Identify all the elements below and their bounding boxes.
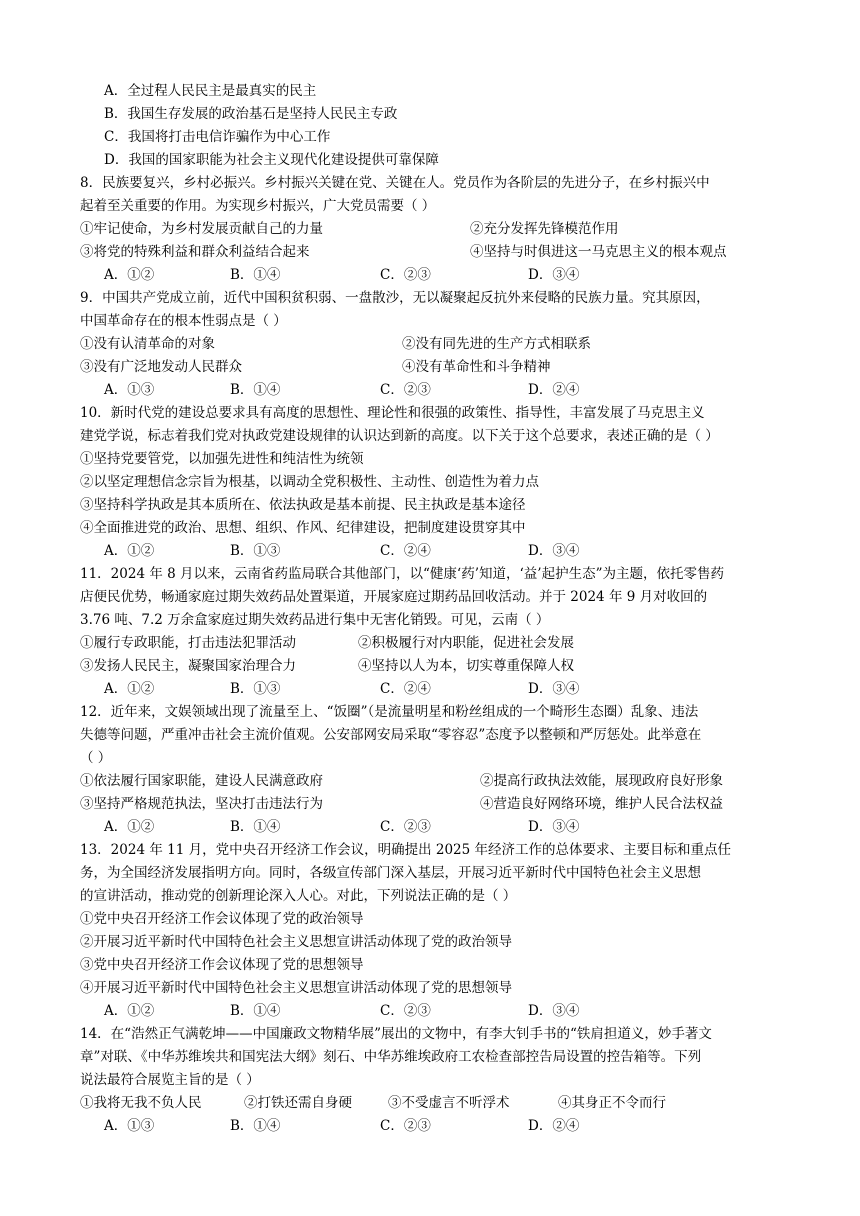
q7-option-b: B．我国生存发展的政治基石是坚持人民民主专政 — [104, 106, 398, 122]
q13-item-3: ③党中央召开经济工作会议体现了党的思想领导 — [80, 957, 364, 973]
q14-stem-line-2: 章”对联、《中华苏维埃共和国宪法大纲》刻石、中华苏维埃政府工农检查部控告局设置的控告箱等。下列 — [80, 1049, 702, 1065]
q9-choice-b: B．①④ — [230, 382, 281, 398]
q11-choice-b: B．①③ — [230, 681, 281, 697]
q12-choice-a: A．①② — [104, 819, 155, 835]
q9-item-4: ④没有革命性和斗争精神 — [402, 359, 551, 375]
q7-option-d: D．我国的国家职能为社会主义现代化建设提供可靠保障 — [104, 152, 439, 168]
q11-item-2: ②积极履行对内职能，促进社会发展 — [358, 635, 574, 651]
q12-stem-line-3: （ ） — [80, 750, 112, 766]
q11-choice-d: D．③④ — [528, 681, 580, 697]
q8-choice-d: D．③④ — [528, 267, 580, 283]
q8-item-3: ③将党的特殊利益和群众利益结合起来 — [80, 244, 310, 260]
q10-item-3: ③坚持科学执政是其本质所在、依法执政是基本前提、民主执政是基本途径 — [80, 497, 526, 513]
q13-stem-line-2: 务，为全国经济发展指明方向。同时，各级宣传部门深入基层，开展习近平新时代中国特色社会主义思想 — [80, 865, 701, 881]
q10-choice-d: D．③④ — [528, 543, 580, 559]
q8-stem-line-1: 8．民族要复兴，乡村必振兴。乡村振兴关键在党、关键在人。党员作为各阶层的先进分子，在乡村振兴中 — [80, 175, 710, 191]
q12-choice-d: D．③④ — [528, 819, 580, 835]
q13-stem-line-3: 的宣讲活动，推动党的创新理论深入人心。对此，下列说法正确的是（ ） — [80, 888, 517, 904]
q8-stem-line-2: 起着至关重要的作用。为实现乡村振兴，广大党员需要（ ） — [80, 198, 436, 214]
q10-item-2: ②以坚定理想信念宗旨为根基，以调动全党积极性、主动性、创造性为着力点 — [80, 474, 539, 490]
q7-option-a: A．全过程人民民主是最真实的民主 — [104, 83, 317, 99]
q14-item-2: ②打铁还需自身硬 — [244, 1095, 352, 1111]
q8-choice-b: B．①④ — [230, 267, 281, 283]
q12-choice-b: B．①④ — [230, 819, 281, 835]
q8-item-4: ④坚持与时俱进这一马克思主义的根本观点 — [470, 244, 727, 260]
q14-choice-d: D．②④ — [528, 1118, 580, 1134]
q11-stem-line-1: 11．2024 年 8 月以来，云南省药监局联合其他部门，以“健康‘药’知道，‘益’起护生态”为主题，依托零售药 — [80, 566, 724, 582]
q11-choice-c: C．②④ — [380, 681, 431, 697]
q12-stem-line-1: 12．近年来，文娱领域出现了流量至上、“饭圈”（是流量明星和粉丝组成的一个畸形生态圈）乱象、违法 — [80, 704, 699, 720]
q9-choice-d: D．②④ — [528, 382, 580, 398]
q11-stem-line-3: 3.76 吨、7.2 万余盒家庭过期失效药品进行集中无害化销毁。可见，云南（ ） — [80, 612, 550, 628]
q13-choice-c: C．②③ — [380, 1003, 431, 1019]
q10-choice-b: B．①③ — [230, 543, 281, 559]
q13-item-4: ④开展习近平新时代中国特色社会主义思想宣讲活动体现了党的思想领导 — [80, 980, 512, 996]
q9-item-3: ③没有广泛地发动人民群众 — [80, 359, 242, 375]
q12-item-3: ③坚持严格规范执法，坚决打击违法行为 — [80, 796, 323, 812]
q10-item-1: ①坚持党要管党，以加强先进性和纯洁性为统领 — [80, 451, 364, 467]
q8-choice-c: C．②③ — [380, 267, 431, 283]
q9-choice-a: A．①③ — [104, 382, 155, 398]
q10-item-4: ④全面推进党的政治、思想、组织、作风、纪律建设，把制度建设贯穿其中 — [80, 520, 526, 536]
q10-choice-c: C．②④ — [380, 543, 431, 559]
q12-item-4: ④营造良好网络环境，维护人民合法权益 — [480, 796, 723, 812]
q8-choice-a: A．①② — [104, 267, 155, 283]
q9-item-2: ②没有同先进的生产方式相联系 — [402, 336, 591, 352]
q14-choice-c: C．②③ — [380, 1118, 431, 1134]
q12-stem-line-2: 失德等问题，严重冲击社会主流价值观。公安部网安局采取“零容忍”态度予以整顿和严厉惩处。此举意在 — [80, 727, 702, 743]
q12-item-1: ①依法履行国家职能，建设人民满意政府 — [80, 773, 323, 789]
q13-item-1: ①党中央召开经济工作会议体现了党的政治领导 — [80, 911, 364, 927]
q9-choice-c: C．②③ — [380, 382, 431, 398]
q11-item-4: ④坚持以人为本，切实尊重保障人权 — [358, 658, 574, 674]
q14-item-3: ③不受虚言不听浮术 — [388, 1095, 510, 1111]
q14-choice-b: B．①④ — [230, 1118, 281, 1134]
q11-stem-line-2: 店便民优势，畅通家庭过期失效药品处置渠道，开展家庭过期药品回收活动。并于 2024 年 9 月对收回的 — [80, 589, 708, 605]
q11-choice-a: A．①② — [104, 681, 155, 697]
q8-item-1: ①牢记使命，为乡村发展贡献自己的力量 — [80, 221, 323, 237]
q13-item-2: ②开展习近平新时代中国特色社会主义思想宣讲活动体现了党的政治领导 — [80, 934, 512, 950]
q13-stem-line-1: 13．2024 年 11 月，党中央召开经济工作会议，明确提出 2025 年经济工作的总体要求、主要目标和重点任 — [80, 842, 732, 858]
q13-choice-b: B．①④ — [230, 1003, 281, 1019]
q10-choice-a: A．①② — [104, 543, 155, 559]
q12-item-2: ②提高行政执法效能，展现政府良好形象 — [480, 773, 723, 789]
q14-item-4: ④其身正不令而行 — [558, 1095, 666, 1111]
q10-stem-line-1: 10．新时代党的建设总要求具有高度的思想性、理论性和很强的政策性、指导性，丰富发展了马克思主义 — [80, 405, 705, 421]
q14-choice-a: A．①③ — [104, 1118, 155, 1134]
q14-stem-line-3: 说法最符合展览主旨的是（ ） — [80, 1072, 260, 1088]
q9-item-1: ①没有认清革命的对象 — [80, 336, 215, 352]
q11-item-3: ③发扬人民民主，凝聚国家治理合力 — [80, 658, 296, 674]
q9-stem-line-1: 9．中国共产党成立前，近代中国积贫积弱、一盘散沙，无以凝聚起反抗外来侵略的民族力量。究其原因， — [80, 290, 710, 306]
q10-stem-line-2: 建党学说，标志着我们党对执政党建设规律的认识达到新的高度。以下关于这个总要求，表述正确的是（ ） — [80, 428, 719, 444]
q14-item-1: ①我将无我不负人民 — [80, 1095, 202, 1111]
q7-option-c: C．我国将打击电信诈骗作为中心工作 — [104, 129, 331, 145]
q13-choice-a: A．①② — [104, 1003, 155, 1019]
q8-item-2: ②充分发挥先锋模范作用 — [470, 221, 619, 237]
q9-stem-line-2: 中国革命存在的根本性弱点是（ ） — [80, 313, 287, 329]
q14-stem-line-1: 14．在“浩然正气满乾坤——中国廉政文物精华展”展出的文物中，有李大钊手书的“铁肩担道义，妙手著文 — [80, 1026, 712, 1042]
q13-choice-d: D．③④ — [528, 1003, 580, 1019]
q12-choice-c: C．②③ — [380, 819, 431, 835]
q11-item-1: ①履行专政职能，打击违法犯罪活动 — [80, 635, 296, 651]
